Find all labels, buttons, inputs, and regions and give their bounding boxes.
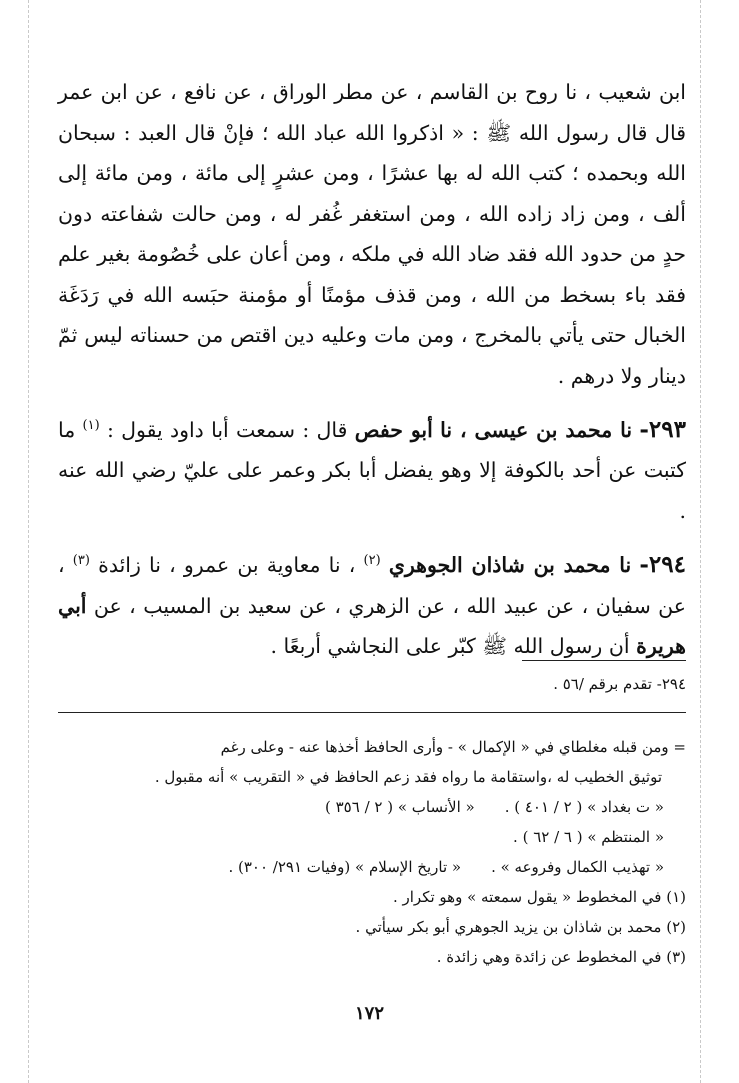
footnote-ref-1: (١) (82, 418, 100, 433)
entry-294-narrator: أبي هريرة (58, 593, 686, 659)
footnote-2: (٢) محمد بن شاذان بن يزيد الجوهري أبو بكر سيأتي . (355, 918, 686, 936)
entry-293-text-end: ما كتبت عن أحد بالكوفة إلا وهو يفضل أبا بكر وعمر على عليّ رضي الله عنه . (58, 417, 686, 523)
short-divider (522, 660, 686, 661)
hadith-paragraph (58, 72, 686, 396)
reference-item: « المنتظم » ( ٦ / ٦٢ ) . (513, 828, 664, 846)
entry-number-294: ٢٩٤- (639, 551, 686, 579)
footnotes (58, 732, 686, 972)
entry-number-293: ٢٩٣- (639, 415, 686, 443)
entry-294-chain-cont: ، عن سفيان ، عن عبيد الله ، عن الزهري ، عن سعيد بن المسيب ، عن (58, 553, 686, 618)
entry-294 (58, 541, 686, 666)
page-number: ١٧٢ (354, 1003, 384, 1024)
footnote-continuation-1: = ومن قبله مغلطاي في « الإكمال » - وأرى الحافظ أخذها عنه - وعلى رغم (220, 738, 686, 756)
entry-293-text: قال : سمعت أبا داود يقول : (106, 417, 348, 442)
footnote-divider (58, 712, 686, 713)
hadith-text: ابن شعيب ، نا روح بن القاسم ، عن مطر الوراق ، عن نافع ، عن ابن عمر قال قال رسول الله ﷺ : « اذكروا الله عباد الله ؛ فإنْ قال العبد : سبحان الله وبحمده ؛ كتب الله له بها عشرًا ، ومن عشرٍ إلى مائة ، ومن مائة إلى ألف ، ومن زاد زاده الله ، ومن استغفر غُفر له ، ومن حالت شفاعته دون حدٍ من حدود الله فقد ضاد الله في ملكه ، ومن أعان على خُصُومة بغير علم فقد باء بسخط من الله ، ومن قذف مؤمنًا أو مؤمنة حبَسه الله في رَدَغَة الخبال حتى يأتي بالمخرج ، ومن مات وعليه دين اقتص من حسناته ليس ثمّ دينار ولا درهم . (58, 80, 686, 388)
left-margin-guide (28, 0, 29, 1083)
entry-294-chain-start: نا محمد بن شاذان الجوهري (388, 553, 632, 578)
reference-item: « ت بغداد » ( ٢ / ٤٠١ ) . (504, 798, 664, 816)
entry-293-narrator: أبو حفص (354, 417, 433, 442)
reference-item: « تاريخ الإسلام » (وفيات ٢٩١/ ٣٠٠) . (228, 858, 462, 876)
footnote-ref-3: (٣) (72, 553, 90, 569)
reference-item: « تهذيب الكمال وفروعه » . (491, 858, 664, 876)
reference-row-1 (58, 792, 686, 822)
entry-293-chain-start: نا محمد بن عيسى ، نا (440, 417, 633, 442)
footnote-continuation-2: توثيق الخطيب له ،واستقامة ما رواه فقد زعم الحافظ في « التقريب » أنه مقبول . (154, 768, 662, 786)
cross-reference-note: ٢٩٤- تقدم برقم /٥٦ . (553, 675, 686, 693)
footnote-ref-2: (٢) (363, 553, 381, 569)
main-text (58, 72, 686, 667)
entry-293 (58, 406, 686, 531)
footnote-3: (٣) في المخطوط عن زائدة وهي زائدة . (436, 948, 686, 966)
right-margin-guide (700, 0, 701, 1083)
entry-294-text-end: أن رسول الله ﷺ كبّر على النجاشي أربعًا . (270, 634, 630, 659)
entry-294-chain: ، نا معاوية بن عمرو ، نا زائدة (98, 553, 356, 578)
footnote-1: (١) في المخطوط « يقول سمعته » وهو تكرار . (392, 888, 686, 906)
reference-row-2 (58, 822, 686, 852)
reference-row-3 (58, 852, 686, 882)
reference-item: « الأنساب » ( ٢ / ٣٥٦ ) (325, 798, 475, 816)
